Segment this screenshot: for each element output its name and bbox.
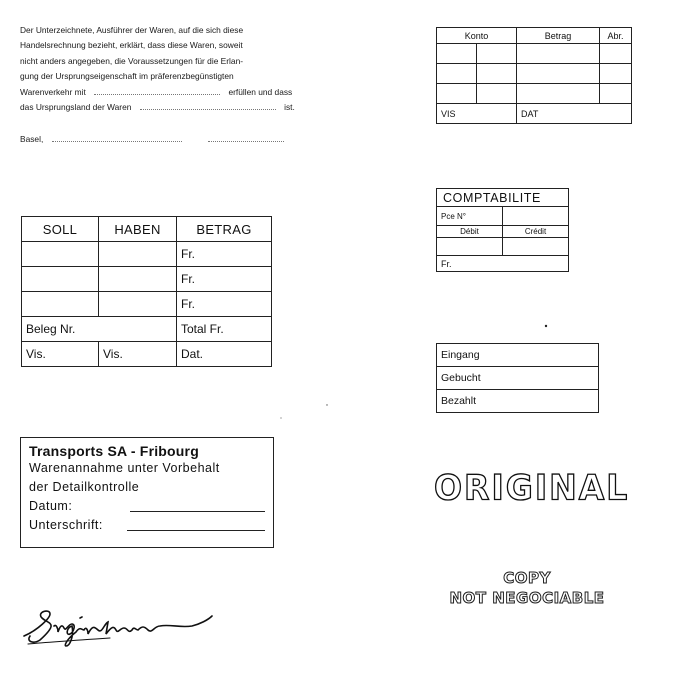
betrag-cell[interactable]: Fr. xyxy=(177,242,272,267)
erfuellen-label: erfüllen und dass xyxy=(228,86,293,97)
fr-field[interactable]: Fr. xyxy=(437,256,569,272)
declaration-line-4: gung der Ursprungseigenschaft im präferenzbegünstigten xyxy=(20,71,234,82)
dat-field[interactable]: DAT xyxy=(517,104,632,124)
haben-cell[interactable] xyxy=(99,267,177,292)
declaration-line-3: nicht anders angegeben, die Voraussetzungen für die Erlan- xyxy=(20,55,244,66)
datum-row xyxy=(29,497,265,516)
konto-cell[interactable] xyxy=(477,84,517,104)
konto-header: Konto xyxy=(437,28,517,44)
datum-label: Datum: xyxy=(29,499,73,513)
datum-line[interactable] xyxy=(130,511,265,512)
date-dotted-line[interactable] xyxy=(52,135,182,142)
debit-cell[interactable] xyxy=(437,238,503,256)
reservation-line-2: der Detailkontrolle xyxy=(29,480,140,494)
unterschrift-label: Unterschrift: xyxy=(29,518,103,532)
copy-stamp-line-1: COPY xyxy=(503,569,551,587)
abr-cell[interactable] xyxy=(600,44,632,64)
credit-cell[interactable] xyxy=(503,238,569,256)
credit-header: Crédit xyxy=(503,226,569,238)
ursprungsland-label: das Ursprungsland der Waren xyxy=(20,102,132,113)
comptabilite-table xyxy=(436,188,569,272)
gebucht-field[interactable]: Gebucht xyxy=(437,367,599,390)
betrag-cell[interactable] xyxy=(517,64,600,84)
unterschrift-row xyxy=(29,516,265,535)
soll-cell[interactable] xyxy=(22,267,99,292)
declaration-line-5 xyxy=(20,85,350,100)
country-dotted-line[interactable] xyxy=(94,88,220,95)
konto-cell[interactable] xyxy=(477,44,517,64)
vis-field-2[interactable]: Vis. xyxy=(99,342,177,367)
company-name: Transports SA - Fribourg xyxy=(29,443,199,459)
place-date-line xyxy=(20,134,284,144)
betrag-cell[interactable] xyxy=(517,84,600,104)
declaration-line-6 xyxy=(20,100,350,115)
beleg-nr-field[interactable]: Beleg Nr. xyxy=(22,317,177,342)
betrag-cell[interactable]: Fr. xyxy=(177,267,272,292)
total-field[interactable]: Total Fr. xyxy=(177,317,272,342)
abr-cell[interactable] xyxy=(600,84,632,104)
konto-cell[interactable] xyxy=(477,64,517,84)
signature-dotted-line[interactable] xyxy=(208,135,284,142)
konto-cell[interactable] xyxy=(437,44,477,64)
debit-header: Débit xyxy=(437,226,503,238)
betrag-header: Betrag xyxy=(517,28,600,44)
dat-field[interactable]: Dat. xyxy=(177,342,272,367)
soll-cell[interactable] xyxy=(22,242,99,267)
original-stamp: ORIGINAL xyxy=(434,467,630,508)
vis-field[interactable]: VIS xyxy=(437,104,517,124)
betrag-header: BETRAG xyxy=(177,217,272,242)
piece-number-value[interactable] xyxy=(503,207,569,226)
declaration-text xyxy=(20,23,350,115)
declaration-line-1: Der Unterzeichnete, Ausführer der Waren, auf die sich diese xyxy=(20,25,244,35)
soll-header: SOLL xyxy=(22,217,99,242)
piece-number-field[interactable]: Pce N° xyxy=(437,207,503,226)
konto-table xyxy=(436,27,632,124)
status-box xyxy=(436,343,599,413)
handwritten-signature xyxy=(20,596,220,648)
ledger-table xyxy=(21,216,272,367)
declaration-line-2: Handelsrechnung bezieht, erklärt, dass diese Waren, soweit xyxy=(20,40,243,51)
reservation-line-1: Warenannahme unter Vorbehalt xyxy=(29,461,220,475)
unterschrift-line[interactable] xyxy=(127,530,265,531)
vis-field-1[interactable]: Vis. xyxy=(22,342,99,367)
copy-stamp xyxy=(436,568,618,608)
copy-stamp-line-2: NOT NEGOCIABLE xyxy=(449,589,605,607)
abr-header: Abr. xyxy=(600,28,632,44)
comptabilite-title: COMPTABILITE xyxy=(437,189,569,207)
city-label: Basel, xyxy=(20,134,44,144)
haben-cell[interactable] xyxy=(99,292,177,317)
transport-stamp-box xyxy=(20,437,274,548)
haben-header: HABEN xyxy=(99,217,177,242)
haben-cell[interactable] xyxy=(99,242,177,267)
betrag-cell[interactable]: Fr. xyxy=(177,292,272,317)
konto-cell[interactable] xyxy=(437,64,477,84)
abr-cell[interactable] xyxy=(600,64,632,84)
soll-cell[interactable] xyxy=(22,292,99,317)
origin-dotted-line[interactable] xyxy=(140,103,276,110)
betrag-cell[interactable] xyxy=(517,44,600,64)
konto-cell[interactable] xyxy=(437,84,477,104)
ist-label: ist. xyxy=(284,102,295,113)
warenverkehr-label: Warenverkehr mit xyxy=(20,86,86,97)
bezahlt-field[interactable]: Bezahlt xyxy=(437,390,599,413)
eingang-field[interactable]: Eingang xyxy=(437,344,599,367)
